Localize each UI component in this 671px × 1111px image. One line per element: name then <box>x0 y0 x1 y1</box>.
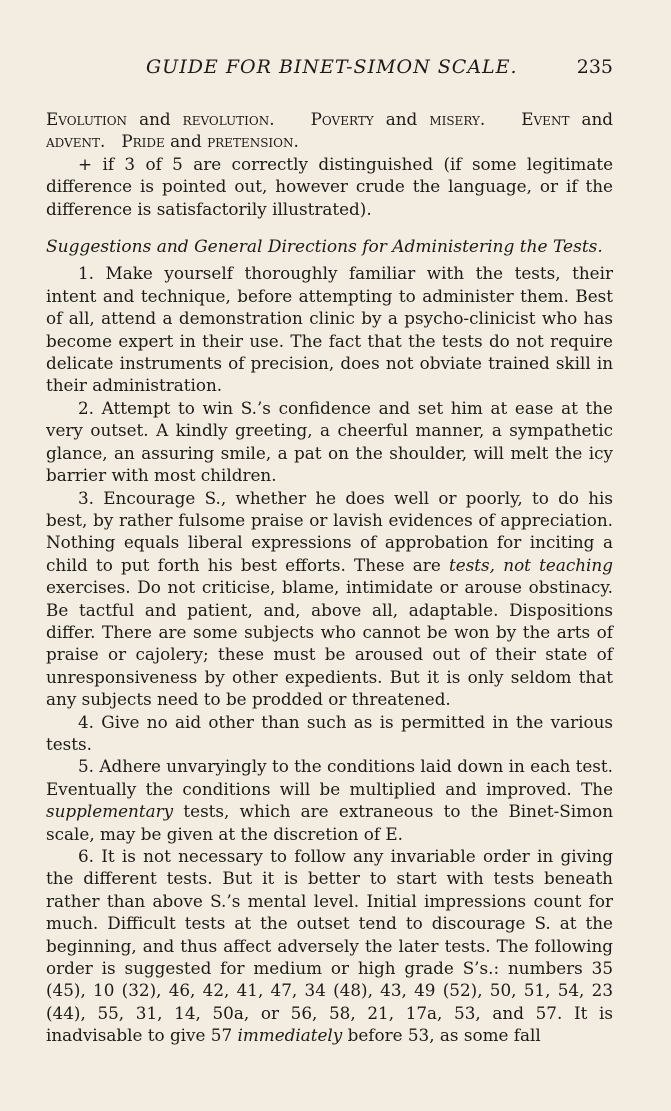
pair-term: Pride <box>121 131 165 152</box>
pair-term: revolution. <box>182 109 275 129</box>
pair-conjunction: and <box>170 131 202 152</box>
paragraph-5-emphasis: supplementary <box>46 801 174 822</box>
paragraph-5-text: 5. Adhere unvaryingly to the conditions laid down in each test. Eventually the conditions will be multiplied and improved. The <box>46 756 613 799</box>
paragraph-5-text: tests, which are extraneous to the Binet-Simon scale, may be given at the discretion of E. <box>46 801 613 844</box>
paragraph-3 <box>46 487 613 711</box>
scoring-rule <box>46 153 613 220</box>
scoring-text: if 3 of 5 are correctly distinguished (if some legitimate difference is pointed out, however crude the language, or if the difference is satisfactorily illustrated). <box>46 153 613 219</box>
pair-term: Poverty <box>310 109 374 129</box>
paragraph-5 <box>46 755 613 845</box>
paragraph-1: 1. Make yourself thoroughly familiar with the tests, their intent and technique, before attempting to administer them. Best of all, attend a demonstration clinic by a psycho-clinicist who has become expert in their use. The fact that the tests do not require delicate instruments of precision, does not obviate trained skill in their administration. <box>46 263 613 396</box>
pair-term: misery. <box>429 109 486 129</box>
pair-term: pretension. <box>207 131 299 152</box>
page-number: 235 <box>576 56 613 78</box>
paragraph-6-emphasis: immediately <box>237 1025 343 1046</box>
paragraph-3-text: exercises. Do not criticise, blame, intimidate or arouse obstinacy. Be tactful and patient, and, above all, adaptable. Dispositions differ. There are some subjects who cannot be won by the arts of praise or cajolery; these must be aroused out of their state of unresponsiveness by other expedients. But it is only seldom that any subjects need to be prodded or threatened. <box>46 577 613 710</box>
pair-conjunction: and <box>139 109 171 129</box>
paragraph-3-text: 3. Encourage S., whether he does well or poorly, to do his best, by rather fulsome praise or lavish evidences of appreciation. Nothing equals liberal expressions of approbation for inciting a child to put forth his best efforts. These are <box>46 487 613 575</box>
pair-conjunction: and <box>581 109 614 129</box>
paragraph-6-text: 6. It is not necessary to follow any invariable order in giving the different tests. But it is better to start with tests beneath rather than above S.’s mental level. Initial impressions count for much. Difficult tests at the outset tend to discourage S. at the beginning, and thus affect adversely the later tests. The following order is suggested for medium or high grade S’s.: numbers 35 (45), 10 (32), 46, 42, 41, 47, 34 (48), 43, 49 (52), 50, 51, 54, 23 (44), 55, 31, 14, 50a, or 56, 58, 21, 17a, 53, and 57. It is inadvisable to give 57 <box>46 846 613 1046</box>
paragraph-2: 2. Attempt to win S.’s confidence and set him at ease at the very outset. A kindly greeting, a cheerful manner, a sympathetic glance, an assuring smile, a pat on the shoulder, will melt the icy barrier with most children. <box>46 397 613 486</box>
pair-term: Evolution <box>46 109 128 129</box>
pair-conjunction: and <box>385 109 418 129</box>
pair-term: advent. <box>46 131 106 152</box>
running-title: GUIDE FOR BINET-SIMON SCALE. <box>146 56 518 78</box>
pair-term: Event <box>521 109 570 129</box>
paragraph-6-text: before 53, as some fall <box>347 1025 541 1046</box>
paragraph-3-emphasis: tests, not teaching <box>449 554 613 575</box>
plus-sign: + <box>78 153 93 174</box>
section-heading: Suggestions and General Directions for Administering the Tests. <box>46 237 603 258</box>
paragraph-6 <box>46 845 613 1047</box>
running-header <box>46 56 613 78</box>
word-pairs <box>46 108 613 153</box>
paragraph-4: 4. Give no aid other than such as is permitted in the various tests. <box>46 711 613 754</box>
